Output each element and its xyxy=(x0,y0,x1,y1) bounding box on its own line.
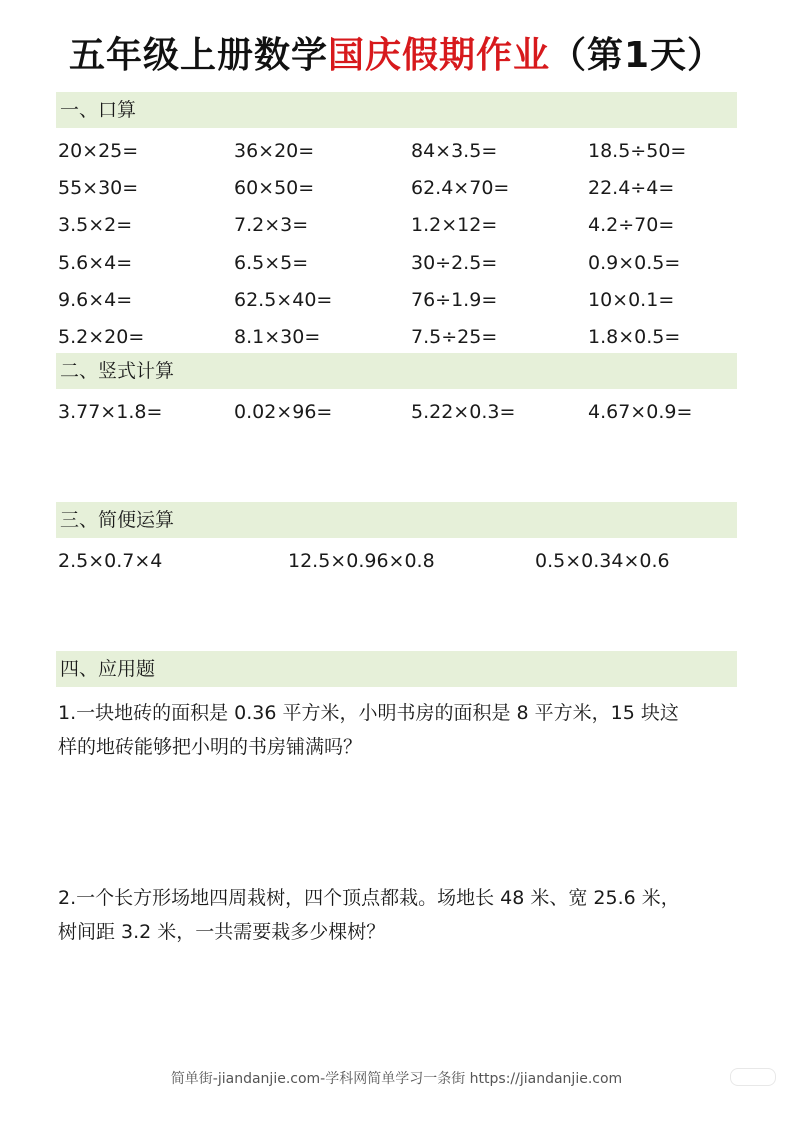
mental-math-item: 30÷2.5= xyxy=(411,252,498,274)
mental-math-item: 60×50= xyxy=(234,177,315,199)
mental-math-item: 9.6×4= xyxy=(58,289,133,311)
simplified-calc-item: 0.5×0.34×0.6 xyxy=(535,550,670,572)
title-grade: 五年级上册数学 xyxy=(68,35,328,76)
mental-math-item: 6.5×5= xyxy=(234,252,309,274)
watermark-logo xyxy=(730,1068,776,1086)
mental-math-item: 8.1×30= xyxy=(234,326,321,348)
word-problem-line: 树间距 3.2 米，一共需要栽多少棵树？ xyxy=(58,921,386,943)
title-day: （第1天） xyxy=(549,35,725,76)
word-problem-line: 样的地砖能够把小明的书房铺满吗？ xyxy=(58,736,363,758)
vertical-calc-item: 0.02×96= xyxy=(234,401,333,423)
section-header-word-problems xyxy=(56,651,737,687)
mental-math-item: 4.2÷70= xyxy=(588,214,675,236)
footer-source: 简单街-jiandanjie.com-学科网简单学习一条街 https://jiandanjie.com xyxy=(170,1071,623,1087)
mental-math-item: 3.5×2= xyxy=(58,214,133,236)
mental-math-item: 1.2×12= xyxy=(411,214,498,236)
title-homework: 国庆假期作业 xyxy=(327,35,550,76)
mental-math-item: 5.6×4= xyxy=(58,252,133,274)
mental-math-item: 62.4×70= xyxy=(411,177,510,199)
mental-math-item: 7.5÷25= xyxy=(411,326,498,348)
word-problem-1 xyxy=(58,696,748,764)
word-problem-line: 2.一个长方形场地四周栽树，四个顶点都栽。场地长 48 米、宽 25.6 米， xyxy=(58,887,680,909)
section-title-vertical-calc: 二、竖式计算 xyxy=(60,360,175,382)
simplified-calc-item: 2.5×0.7×4 xyxy=(58,550,163,572)
mental-math-item: 22.4÷4= xyxy=(588,177,675,199)
simplified-calc-item: 12.5×0.96×0.8 xyxy=(288,550,435,572)
section-header-mental-math xyxy=(56,92,737,128)
mental-math-item: 1.8×0.5= xyxy=(588,326,681,348)
vertical-calc-item: 3.77×1.8= xyxy=(58,401,163,423)
mental-math-item: 18.5÷50= xyxy=(588,140,687,162)
section-title-mental-math: 一、口算 xyxy=(60,99,137,121)
mental-math-item: 20×25= xyxy=(58,140,139,162)
mental-math-item: 0.9×0.5= xyxy=(588,252,681,274)
page-title xyxy=(0,28,793,84)
mental-math-item: 55×30= xyxy=(58,177,139,199)
word-problem-2 xyxy=(58,881,748,949)
mental-math-item: 10×0.1= xyxy=(588,289,675,311)
mental-math-item: 7.2×3= xyxy=(234,214,309,236)
word-problem-line: 1.一块地砖的面积是 0.36 平方米，小明书房的面积是 8 平方米，15 块这 xyxy=(58,702,679,724)
mental-math-item: 36×20= xyxy=(234,140,315,162)
vertical-calc-item: 5.22×0.3= xyxy=(411,401,516,423)
mental-math-item: 5.2×20= xyxy=(58,326,145,348)
vertical-calc-item: 4.67×0.9= xyxy=(588,401,693,423)
mental-math-item: 62.5×40= xyxy=(234,289,333,311)
mental-math-item: 84×3.5= xyxy=(411,140,498,162)
mental-math-item: 76÷1.9= xyxy=(411,289,498,311)
section-title-word-problems: 四、应用题 xyxy=(60,658,156,680)
section-title-simplified-calc: 三、简便运算 xyxy=(60,509,175,531)
